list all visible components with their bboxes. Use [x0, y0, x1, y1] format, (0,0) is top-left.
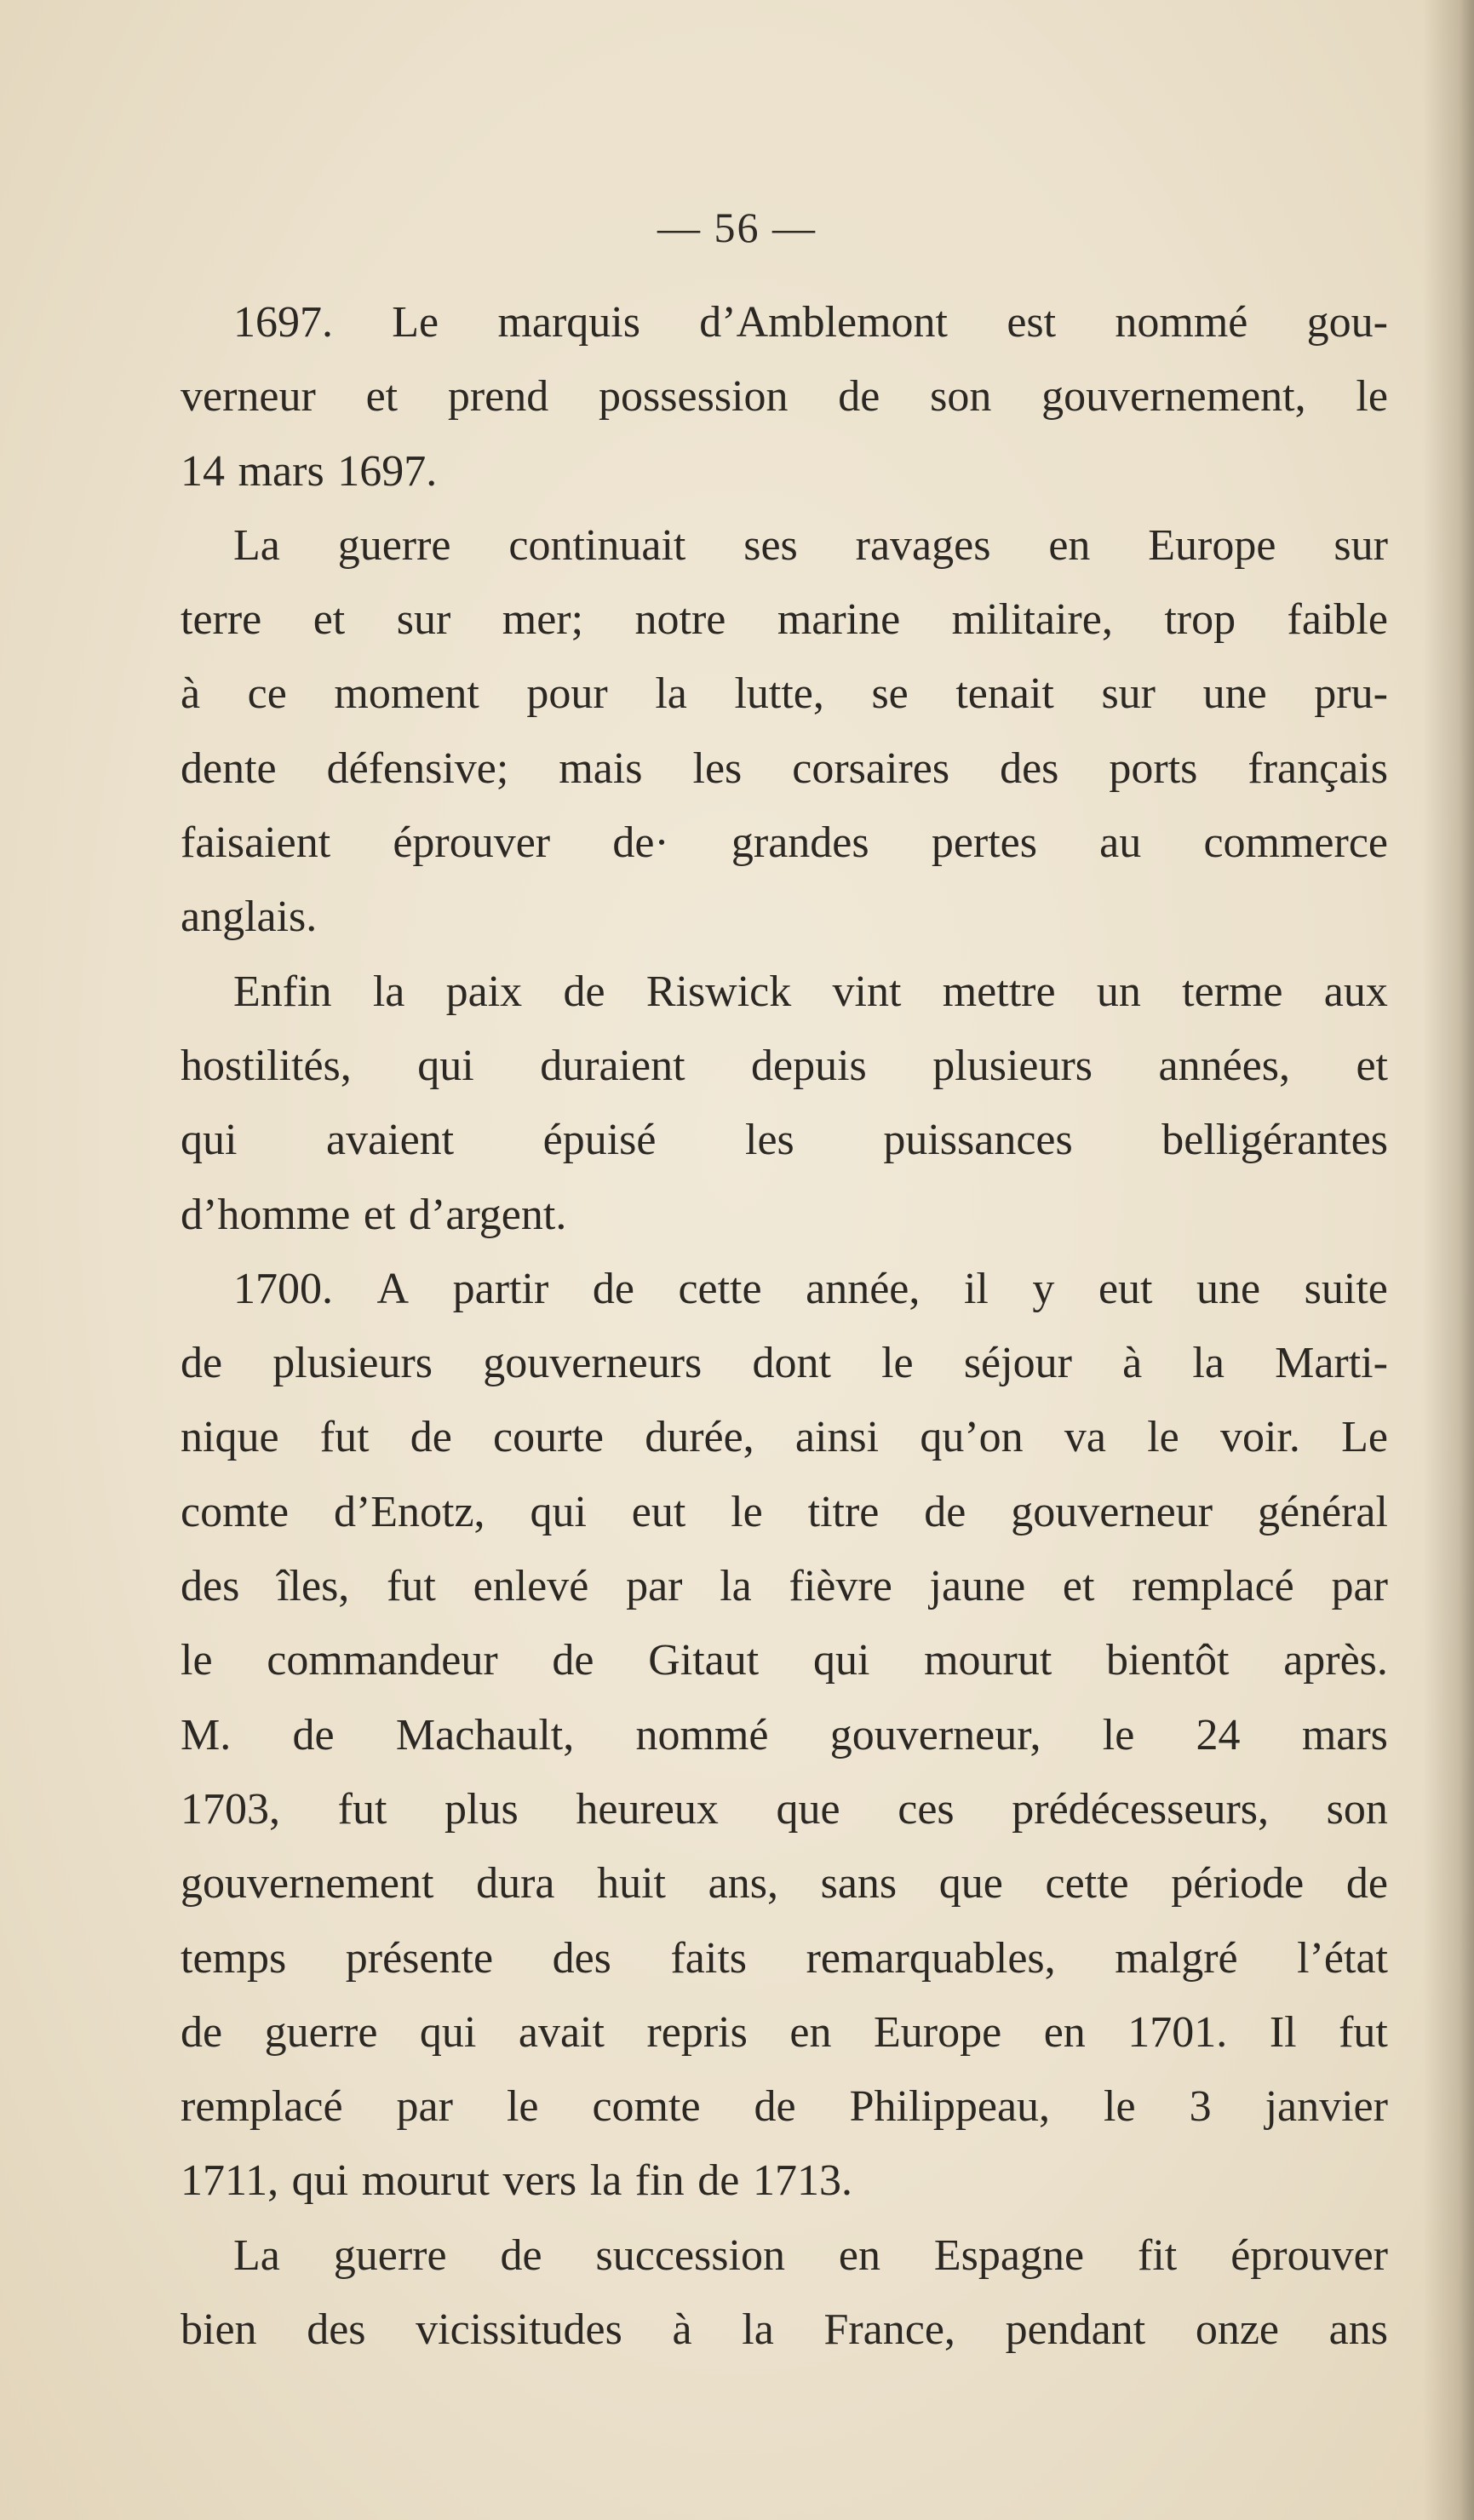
word: fut [1339, 2007, 1388, 2057]
word: par [1331, 1562, 1388, 1611]
text-line [181, 732, 1388, 806]
word: 1697. [337, 446, 438, 496]
word: bientôt [1106, 1636, 1230, 1685]
word: séjour [963, 1339, 1072, 1388]
word: 1713. [752, 2156, 852, 2206]
word: terre [181, 595, 262, 645]
word: jaune [929, 1562, 1026, 1611]
text-line [181, 2293, 1388, 2367]
word: remarquables, [806, 1933, 1056, 1983]
word: commerce [1203, 818, 1388, 868]
word: défensive; [326, 743, 509, 793]
word: le [1147, 1413, 1179, 1462]
word: une [1196, 1264, 1261, 1313]
word: à [672, 2305, 692, 2355]
word: plus [444, 1784, 519, 1834]
word: dont [752, 1339, 831, 1388]
text-line [181, 2069, 1388, 2144]
word: puissances [883, 1116, 1073, 1165]
word: faible [1287, 595, 1388, 645]
word: commandeur [267, 1636, 498, 1685]
text-line [181, 657, 1388, 731]
text-line [181, 1178, 1388, 1252]
word: îles, [277, 1562, 350, 1611]
word: fit [1138, 2230, 1178, 2280]
word: plusieurs [272, 1339, 433, 1388]
word: les [745, 1116, 794, 1165]
text-line [181, 508, 1388, 583]
word: grandes [731, 818, 869, 868]
word: paix [445, 967, 523, 1016]
word: corsaires [792, 743, 950, 793]
word: huit [597, 1859, 667, 1909]
word: Le [392, 298, 439, 347]
word: de [552, 1636, 594, 1685]
word: 1697. [233, 298, 333, 347]
text-line [181, 806, 1388, 880]
word: M. [181, 1710, 232, 1759]
word: français [1247, 743, 1388, 793]
word: 24 [1196, 1710, 1241, 1759]
word: la [589, 2156, 622, 2206]
word: verneur [181, 372, 316, 422]
word: vicissitudes [416, 2305, 622, 2355]
word: vers [502, 2156, 577, 2206]
word: dura [476, 1859, 555, 1909]
word: d’argent. [409, 1190, 567, 1239]
word: heureux [576, 1784, 719, 1834]
word: dente [181, 743, 277, 793]
word: tenait [955, 669, 1054, 719]
word: Europe [1148, 520, 1276, 570]
word: pour [526, 669, 608, 719]
word: gouverneur, [829, 1710, 1041, 1759]
word: mais [559, 743, 643, 793]
word: général [1257, 1487, 1388, 1536]
word: avait [518, 2007, 605, 2057]
text-line [181, 1995, 1388, 2069]
text-line [181, 1252, 1388, 1326]
text-line [181, 583, 1388, 657]
word: par [626, 1562, 683, 1611]
word: hostilités, [181, 1041, 352, 1090]
word: onze [1195, 2305, 1280, 2355]
text-line [181, 955, 1388, 1029]
word: fin [634, 2156, 685, 2206]
word: fièvre [789, 1562, 892, 1611]
word: malgré [1115, 1933, 1238, 1983]
word: repris [646, 2007, 748, 2057]
word: de [592, 1264, 634, 1313]
word: courte [493, 1413, 604, 1462]
word: guerre [264, 2007, 378, 2057]
word: est [1007, 298, 1057, 347]
word: la [720, 1562, 752, 1611]
word: d’Enotz, [333, 1487, 485, 1536]
word: guerre [333, 2230, 447, 2280]
word: son [1326, 1784, 1388, 1834]
word: qui [812, 1636, 870, 1685]
text-line [181, 1549, 1388, 1623]
word: qui [291, 2156, 349, 2206]
word: lutte, [734, 669, 824, 719]
word: de [563, 967, 605, 1016]
word: voir. [1219, 1413, 1300, 1462]
word: d’Amblemont [699, 298, 949, 347]
word: il [963, 1264, 989, 1313]
word: le [506, 2082, 539, 2132]
word: fut [319, 1413, 370, 1462]
word: en [789, 2007, 832, 2057]
word: guerre [337, 520, 451, 570]
word: en [1048, 520, 1091, 570]
word: gouvernement [181, 1859, 434, 1909]
word: Riswick [645, 967, 792, 1016]
word: sur [396, 595, 451, 645]
text-line [181, 1623, 1388, 1697]
word: éprouver [393, 818, 551, 868]
word: à [181, 669, 201, 719]
word: va [1064, 1413, 1106, 1462]
word: nommé [635, 1710, 769, 1759]
word: présente [345, 1933, 494, 1983]
word: y [1032, 1264, 1055, 1313]
word: aux [1323, 967, 1388, 1016]
word: fut [387, 1562, 436, 1611]
word: mars [1301, 1710, 1388, 1759]
word: duraient [540, 1041, 685, 1090]
word: le [881, 1339, 914, 1388]
word: qui [181, 1116, 238, 1165]
word: Machault, [395, 1710, 575, 1759]
word: l’état [1297, 1933, 1388, 1983]
word: année, [806, 1264, 921, 1313]
word: durée, [645, 1413, 754, 1462]
word: de [410, 1413, 452, 1462]
word: cette [1045, 1859, 1129, 1909]
text-line [181, 1400, 1388, 1474]
word: La [233, 2230, 280, 2280]
word: en [838, 2230, 880, 2280]
word: son [930, 372, 992, 422]
text-line [181, 1103, 1388, 1177]
word: de [1345, 1859, 1388, 1909]
text-line [181, 2219, 1388, 2293]
word: La [233, 520, 280, 570]
word: mars [238, 446, 324, 496]
word: des [307, 2305, 366, 2355]
word: éprouver [1230, 2230, 1388, 2280]
word: possession [599, 372, 789, 422]
word: fut [337, 1784, 387, 1834]
word: partir [452, 1264, 549, 1313]
word: la [372, 967, 405, 1016]
word: faits [670, 1933, 748, 1983]
word: années, [1158, 1041, 1290, 1090]
word: la [1192, 1339, 1225, 1388]
word: 1703, [181, 1784, 280, 1834]
word: 1701. [1127, 2007, 1228, 2057]
word: pru- [1314, 669, 1388, 719]
word: cette [678, 1264, 762, 1313]
word: succession [595, 2230, 785, 2280]
word: Le [1341, 1413, 1388, 1462]
word: mer; [502, 595, 584, 645]
word: mourut [924, 1636, 1052, 1685]
word: janvier [1265, 2082, 1388, 2132]
word: mettre [942, 967, 1056, 1016]
word: Philippeau, [849, 2082, 1051, 2132]
word: ravages [855, 520, 991, 570]
word: A [376, 1264, 410, 1313]
word: ses [743, 520, 798, 570]
word: gouvernement, [1041, 372, 1306, 422]
word: belligérantes [1161, 1116, 1388, 1165]
word: d’homme [181, 1190, 351, 1239]
word: à [1122, 1339, 1143, 1388]
page-number: — 56 — [657, 204, 817, 251]
body-text [181, 285, 1388, 2367]
word: comte [181, 1487, 290, 1536]
text-line [181, 1921, 1388, 1995]
word: après. [1283, 1636, 1388, 1685]
word: ans, [708, 1859, 778, 1909]
word: de· [612, 818, 669, 868]
word: nique [181, 1413, 279, 1462]
word: anglais. [181, 893, 318, 942]
word: sans [820, 1859, 898, 1909]
word: eut [631, 1487, 686, 1536]
word: Enfin [233, 967, 332, 1016]
word: qui [419, 2007, 477, 2057]
word: Gitaut [648, 1636, 760, 1685]
word: Il [1269, 2007, 1297, 2057]
word: gouverneur [1011, 1487, 1213, 1536]
word: 1700. [233, 1264, 333, 1313]
word: titre [807, 1487, 880, 1536]
word: épuisé [542, 1116, 657, 1165]
word: de [754, 2082, 796, 2132]
word: la [742, 2305, 774, 2355]
word: le [1102, 1710, 1135, 1759]
word: suite [1304, 1264, 1388, 1313]
word: des [181, 1562, 240, 1611]
word: avaient [325, 1116, 455, 1165]
word: sur [1333, 520, 1388, 570]
word: et [363, 1190, 396, 1239]
text-line [181, 2144, 1388, 2218]
word: période [1171, 1859, 1305, 1909]
word: de [838, 372, 880, 422]
word: de [181, 2007, 223, 2057]
word: le [731, 1487, 763, 1536]
word: trop [1164, 595, 1236, 645]
word: faisaient [181, 818, 331, 868]
text-line [181, 285, 1388, 359]
word: en [1043, 2007, 1086, 2057]
page-edge-shadow [1423, 0, 1474, 2520]
word: mourut [361, 2156, 490, 2206]
word: de [924, 1487, 966, 1536]
word: depuis [751, 1041, 867, 1090]
word: de [697, 2156, 740, 2206]
word: continuait [508, 520, 686, 570]
word: qui [417, 1041, 474, 1090]
word: gouverneurs [483, 1339, 703, 1388]
word: remplacé [181, 2082, 343, 2132]
word: temps [181, 1933, 287, 1983]
word: qu’on [920, 1413, 1024, 1462]
word: bien [181, 2305, 257, 2355]
word: une [1202, 669, 1267, 719]
word: 3 [1189, 2082, 1212, 2132]
text-line [181, 880, 1388, 954]
word: ces [898, 1784, 955, 1834]
word: prédécesseurs, [1012, 1784, 1270, 1834]
word: Marti- [1275, 1339, 1388, 1388]
text-line [181, 1029, 1388, 1103]
word: France, [823, 2305, 955, 2355]
word: et [365, 372, 399, 422]
word: marine [777, 595, 901, 645]
text-line [181, 359, 1388, 433]
word: et [1356, 1041, 1388, 1090]
word: comte [592, 2082, 701, 2132]
word: et [1062, 1562, 1095, 1611]
word: moment [334, 669, 479, 719]
word: militaire, [951, 595, 1113, 645]
word: notre [634, 595, 726, 645]
word: gou- [1306, 298, 1388, 347]
word: le [1356, 372, 1388, 422]
word: ainsi [794, 1413, 880, 1462]
word: ans [1328, 2305, 1388, 2355]
word: pendant [1005, 2305, 1146, 2355]
word: Espagne [933, 2230, 1085, 2280]
word: qui [530, 1487, 587, 1536]
word: plusieurs [932, 1041, 1093, 1090]
word: des [552, 1933, 611, 1983]
word: ports [1109, 743, 1198, 793]
word: enlevé [473, 1562, 589, 1611]
word: par [396, 2082, 453, 2132]
word: vint [832, 967, 902, 1016]
word: au [1099, 818, 1142, 868]
text-line [181, 1698, 1388, 1772]
word: le [181, 1636, 213, 1685]
word: marquis [497, 298, 640, 347]
word: de [500, 2230, 542, 2280]
word: et [313, 595, 346, 645]
word: que [776, 1784, 840, 1834]
word: eut [1098, 1264, 1153, 1313]
word: la [655, 669, 687, 719]
text-line [181, 1846, 1388, 1920]
word: 1711, [181, 2156, 279, 2206]
word: des [1000, 743, 1059, 793]
word: prend [447, 372, 549, 422]
text-line [181, 1475, 1388, 1549]
word: nommé [1115, 298, 1248, 347]
word: de [181, 1339, 223, 1388]
word: se [871, 669, 909, 719]
word: 14 [181, 446, 225, 496]
word: remplacé [1132, 1562, 1294, 1611]
text-line [181, 434, 1388, 508]
word: de [292, 1710, 335, 1759]
word: ce [247, 669, 287, 719]
text-line [181, 1772, 1388, 1846]
word: pertes [931, 818, 1037, 868]
word: terme [1182, 967, 1283, 1016]
word: sur [1101, 669, 1156, 719]
word: le [1104, 2082, 1136, 2132]
word: un [1096, 967, 1141, 1016]
word: les [692, 743, 743, 793]
word: Europe [874, 2007, 1002, 2057]
text-line [181, 1326, 1388, 1400]
word: que [938, 1859, 1003, 1909]
